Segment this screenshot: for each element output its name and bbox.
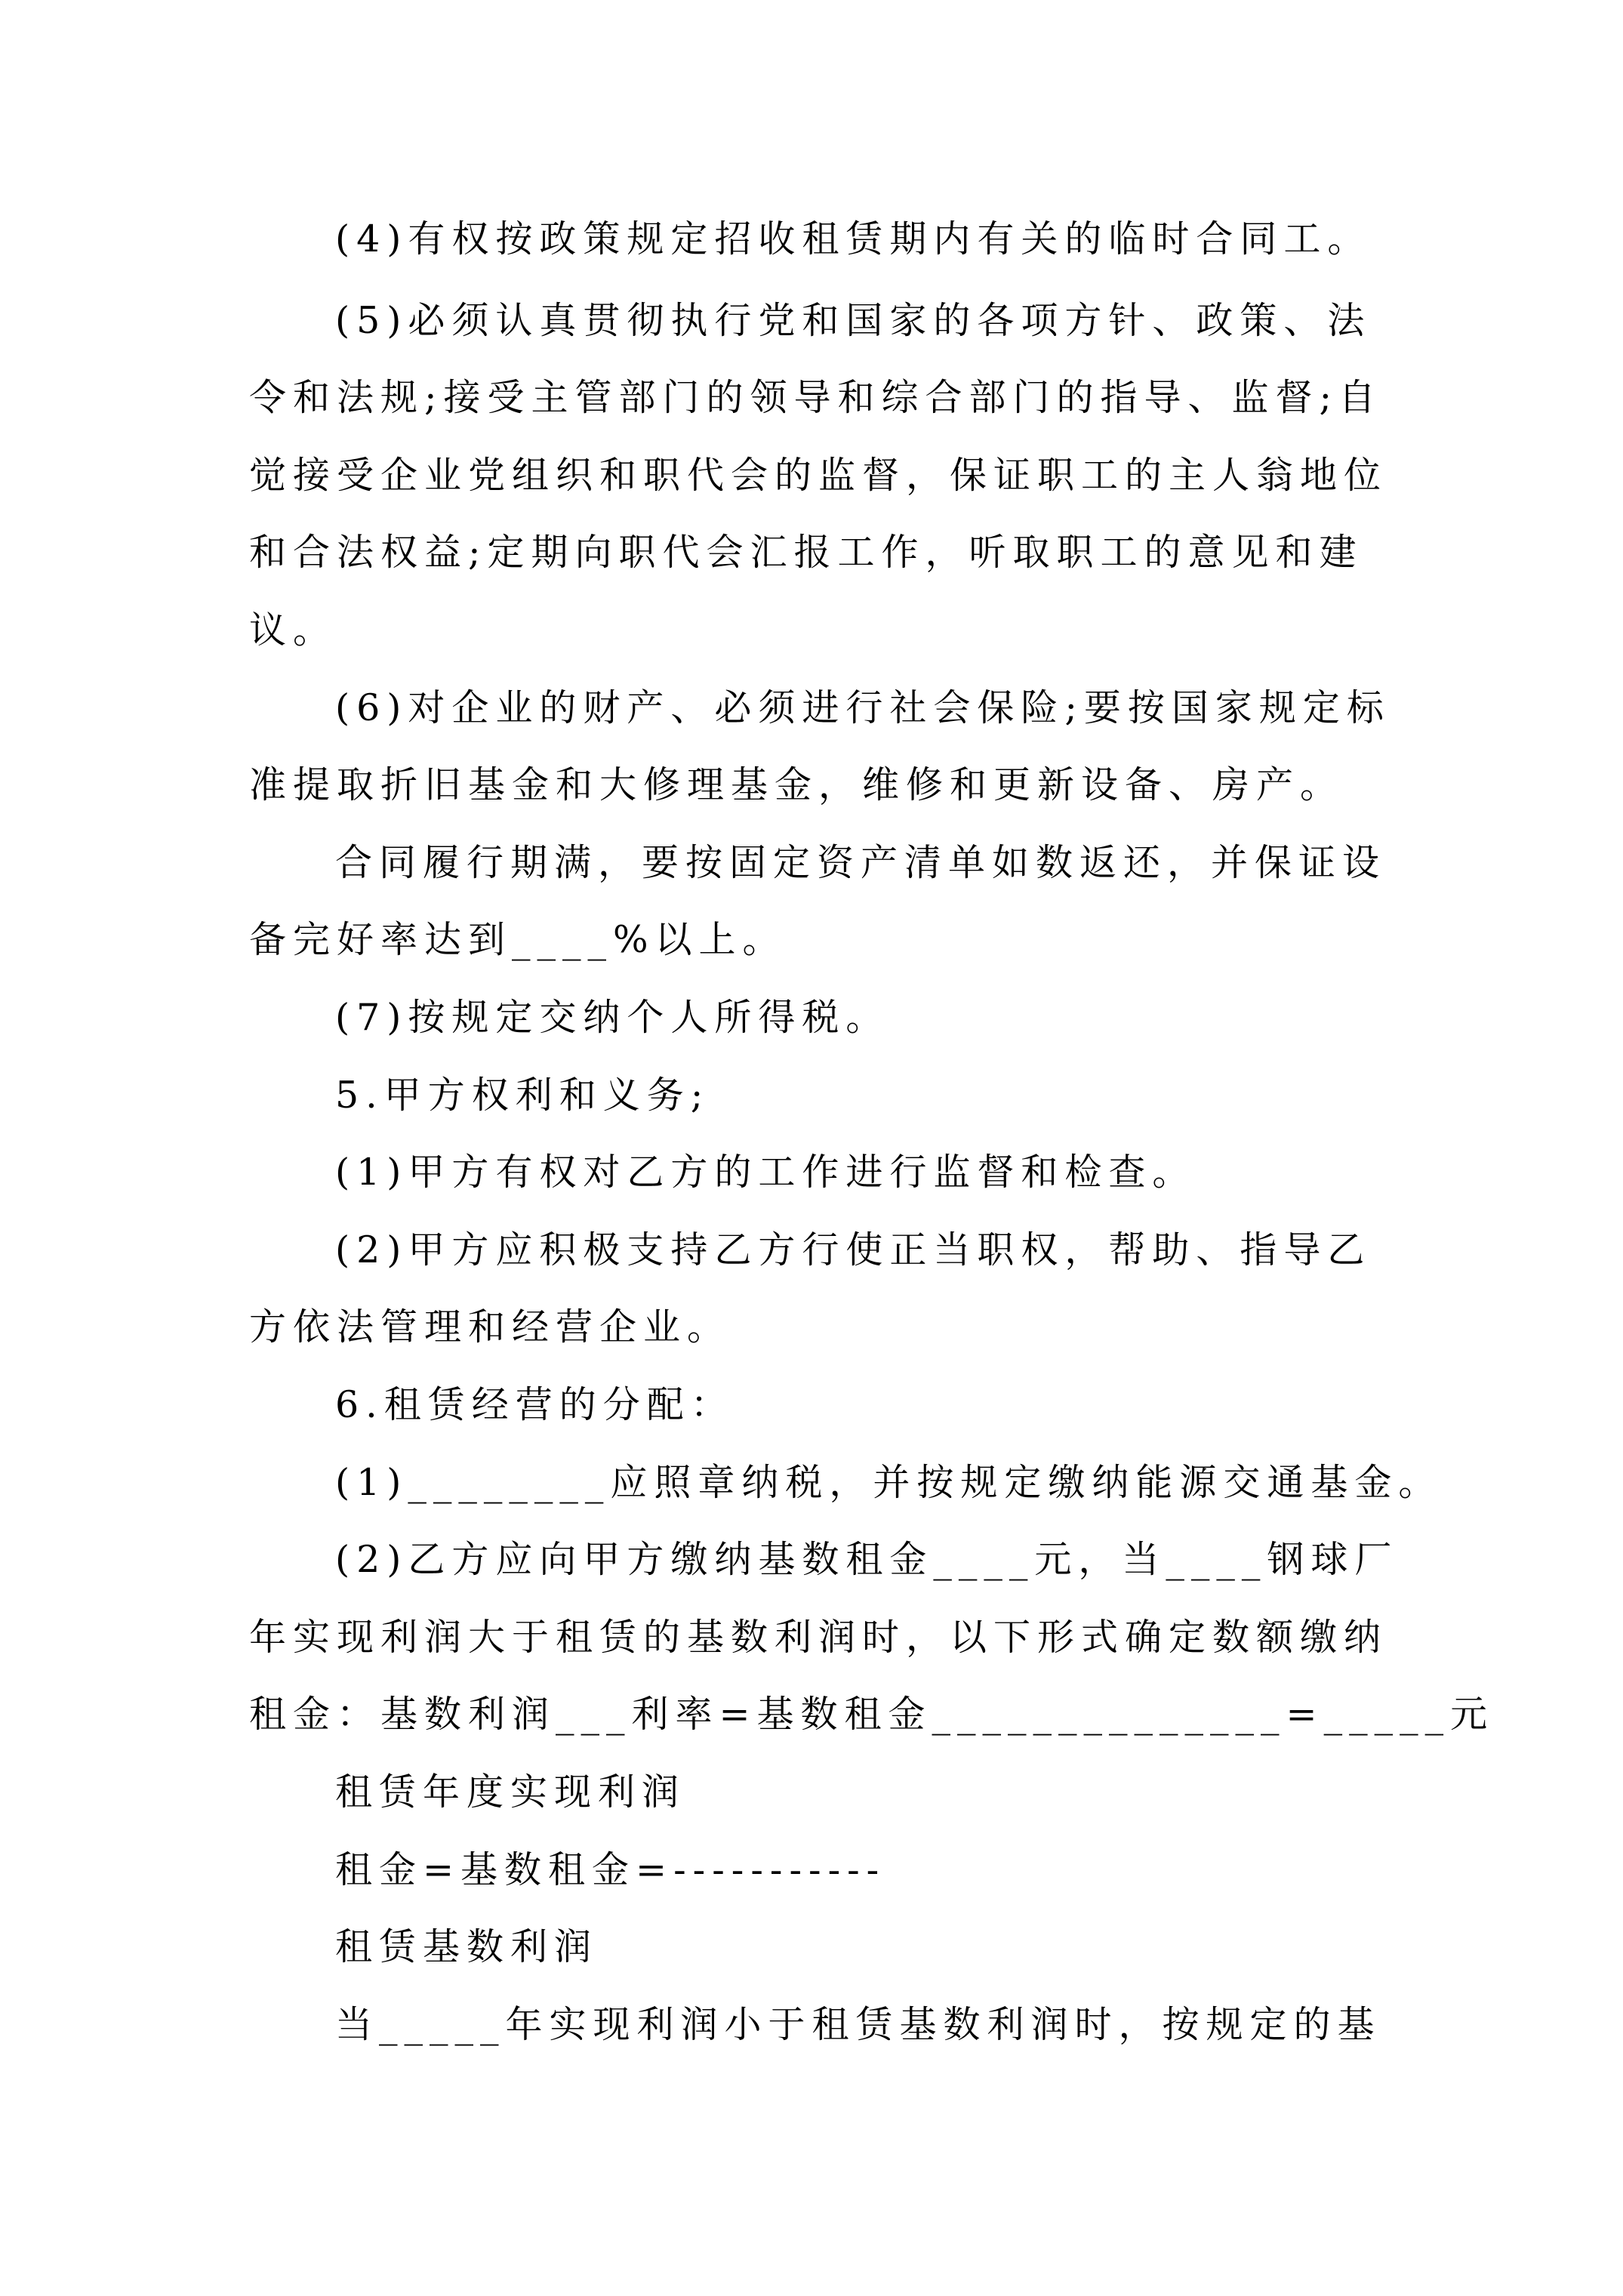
clause-6-line-1: (6)对企业的财产、必须进行社会保险;要按国家规定标 <box>335 686 1390 729</box>
section-6-item-2-line-2: 年实现利润大于租赁的基数利润时，以下形式确定数额缴纳 <box>249 1616 1388 1659</box>
clause-5-line-5: 议。 <box>249 609 337 652</box>
section-5-item-2-line-1: (2)甲方应积极支持乙方行使正当职权，帮助、指导乙 <box>335 1228 1372 1271</box>
section-6-item-1: (1)________应照章纳税，并按规定缴纳能源交通基金。 <box>335 1461 1443 1504</box>
formula-rent-line: 租金=基数租金=----------- <box>335 1848 886 1891</box>
section-6-item-2-line-4: 当_____年实现利润小于租赁基数利润时，按规定的基 <box>335 2003 1381 2046</box>
formula-numerator: 租赁年度实现利润 <box>335 1771 686 1814</box>
paragraph-return-line-1: 合同履行期满，要按固定资产清单如数返还，并保证设 <box>335 841 1387 884</box>
section-6-item-2-line-3: 租金：基数利润___利率=基数租金______________=_____元 <box>249 1693 1495 1736</box>
section-6-heading: 6.租赁经营的分配： <box>335 1383 735 1426</box>
clause-7: (7)按规定交纳个人所得税。 <box>335 996 890 1039</box>
clause-5-line-2: 令和法规;接受主管部门的领导和综合部门的指导、监督;自 <box>249 376 1383 419</box>
section-6-item-2-line-1: (2)乙方应向甲方缴纳基数租金____元，当____钢球厂 <box>335 1538 1399 1581</box>
clause-4: (4)有权按政策规定招收租赁期内有关的临时合同工。 <box>335 217 1372 260</box>
formula-denominator: 租赁基数利润 <box>335 1925 599 1968</box>
section-5-item-2-line-2: 方依法管理和经营企业。 <box>249 1305 731 1348</box>
clause-5-line-1: (5)必须认真贯彻执行党和国家的各项方针、政策、法 <box>335 299 1372 342</box>
clause-5-line-4: 和合法权益;定期向职代会汇报工作，听取职工的意见和建 <box>249 531 1363 574</box>
clause-5-line-3: 觉接受企业党组织和职代会的监督，保证职工的主人翁地位 <box>249 454 1388 497</box>
section-5-item-1: (1)甲方有权对乙方的工作进行监督和检查。 <box>335 1151 1196 1194</box>
clause-6-line-2: 准提取折旧基金和大修理基金，维修和更新设备、房产。 <box>249 763 1344 806</box>
paragraph-return-line-2: 备完好率达到____%以上。 <box>249 918 787 961</box>
section-5-heading: 5.甲方权利和义务; <box>335 1074 710 1117</box>
